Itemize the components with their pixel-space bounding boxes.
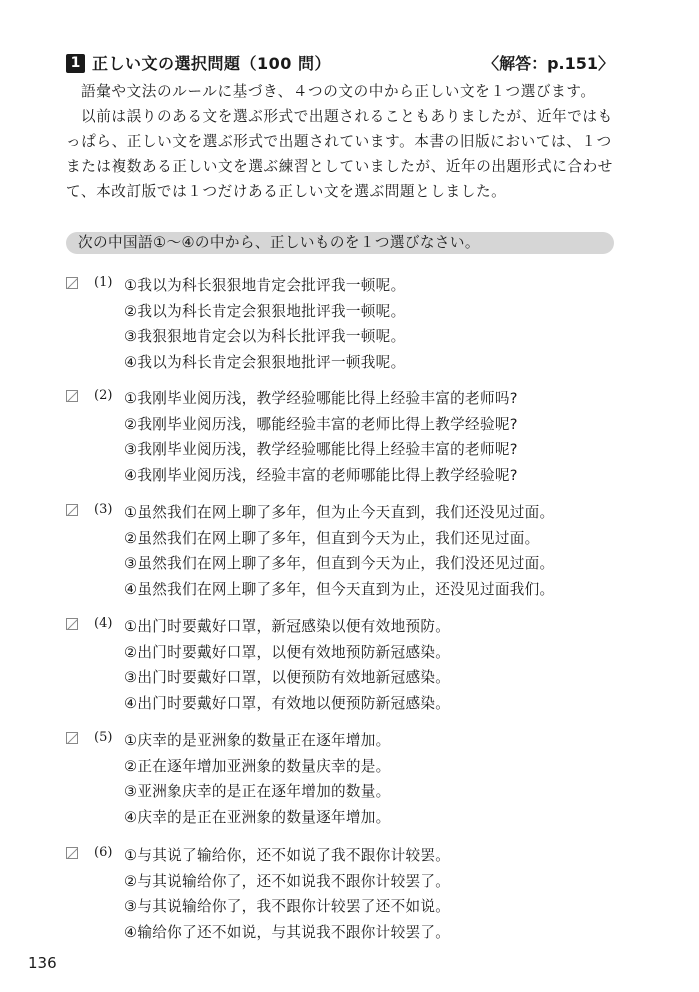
option-list <box>124 843 450 945</box>
question-number: (3) <box>94 502 113 517</box>
intro-text <box>66 79 614 204</box>
section-number-badge: 1 <box>66 54 85 73</box>
option: ③亚洲象庆幸的是正在逐年增加的数量。 <box>124 783 391 800</box>
section-header <box>66 52 614 76</box>
question-number: (5) <box>94 730 113 745</box>
option: ③虽然我们在网上聊了多年，但直到今天为止，我们没还见过面。 <box>124 555 555 572</box>
checkbox-icon[interactable] <box>66 277 78 289</box>
option: ④虽然我们在网上聊了多年，但今天直到为止，还没见过面我们。 <box>124 580 555 598</box>
question-number: (6) <box>94 845 113 860</box>
option-list <box>124 273 405 375</box>
option: ③我刚毕业阅历浅，教学经验哪能比得上经验丰富的老师呢? <box>124 441 518 458</box>
question-number: (2) <box>94 388 113 403</box>
intro-paragraph: 以前は誤りのある文を選ぶ形式で出題されることもありましたが、近年ではもっぱら、正しい文を選ぶ形式で出題されています。本書の旧版においては、１つまたは複数ある正しい文を選ぶ練習としていましたが、近年の出題形式に合わせて、本改訂版では１つだけある正しい文を選ぶ問題としました。 <box>66 108 613 200</box>
question-number: (1) <box>94 275 113 290</box>
instruction-banner: 次の中国語①～④の中から、正しいものを１つ選びなさい。 <box>66 232 614 254</box>
option: ①虽然我们在网上聊了多年，但为止今天直到，我们还没见过面。 <box>124 504 555 521</box>
checkbox-icon[interactable] <box>66 390 78 402</box>
option: ③与其说输给你了，我不跟你计较罢了还不如说。 <box>124 898 451 915</box>
checkbox-icon[interactable] <box>66 618 78 630</box>
option-list <box>124 386 518 488</box>
option: ①庆幸的是亚洲象的数量正在逐年增加。 <box>124 732 391 749</box>
option: ④庆幸的是正在亚洲象的数量逐年增加。 <box>124 808 391 826</box>
option: ②与其说输给你了，还不如说我不跟你计较罢了。 <box>124 872 451 890</box>
checkbox-icon[interactable] <box>66 732 78 744</box>
option: ②我以为科长肯定会狠狠地批评我一顿呢。 <box>124 302 406 320</box>
option-list <box>124 500 554 602</box>
section-title: 正しい文の選択問題（100 問） <box>92 54 331 73</box>
option: ④出门时要戴好口罩，有效地以便预防新冠感染。 <box>124 694 451 712</box>
intro-paragraph: 語彙や文法のルールに基づき、４つの文の中から正しい文を１つ選びます。 <box>81 83 596 100</box>
option: ①我刚毕业阅历浅，教学经验哪能比得上经验丰富的老师吗? <box>124 390 518 407</box>
option: ②虽然我们在网上聊了多年，但直到今天为止，我们还见过面。 <box>124 529 540 547</box>
option: ③出门时要戴好口罩，以便预防有效地新冠感染。 <box>124 669 451 686</box>
option: ④我以为科长肯定会狠狠地批评一顿我呢。 <box>124 353 406 371</box>
option-list <box>124 614 450 716</box>
answer-reference: 〈解答：p.151〉 <box>483 54 614 73</box>
checkbox-icon[interactable] <box>66 847 78 859</box>
option: ②正在逐年增加亚洲象的数量庆幸的是。 <box>124 757 391 775</box>
option: ②出门时要戴好口罩，以便有效地预防新冠感染。 <box>124 643 451 661</box>
page-number: 136 <box>28 954 57 972</box>
option-list <box>124 728 391 830</box>
question-number: (4) <box>94 616 113 631</box>
option: ③我狠狠地肯定会以为科长批评我一顿呢。 <box>124 328 406 345</box>
option: ④我刚毕业阅历浅，经验丰富的老师哪能比得上教学经验呢? <box>124 466 518 484</box>
option: ④输给你了还不如说，与其说我不跟你计较罢了。 <box>124 923 451 941</box>
option: ②我刚毕业阅历浅，哪能经验丰富的老师比得上教学经验呢? <box>124 415 518 433</box>
checkbox-icon[interactable] <box>66 504 78 516</box>
option: ①我以为科长狠狠地肯定会批评我一顿呢。 <box>124 277 406 294</box>
option: ①出门时要戴好口罩，新冠感染以便有效地预防。 <box>124 618 451 635</box>
option: ①与其说了输给你，还不如说了我不跟你计较罢。 <box>124 847 451 864</box>
